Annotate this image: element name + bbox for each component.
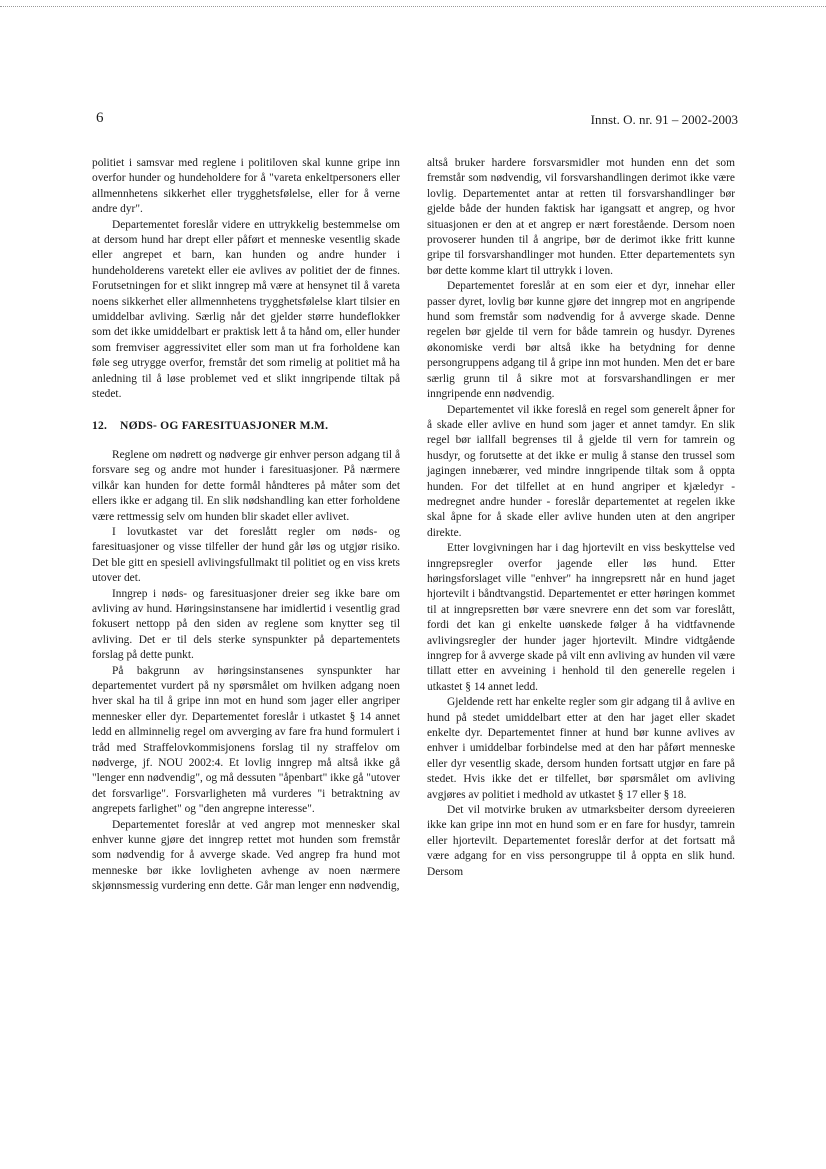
paragraph: altså bruker hardere forsvarsmidler mot hunden enn det som fremstår som nødvendig, vil forsvarshandlingen derimot ikke være lovlig. Departementet antar at retten til forsvarshandlinger bør gjelde både der hunden faktisk har igangsatt et angrep, og hvor situasjonen er den at et angrep er nært forestående. Dersom noen provoserer hunden til å angripe, bør de derimot ikke fritt kunne gripe til forsvarshandlinger mot hunden. Etter departementets syn bør dette komme klart til uttrykk i loven. — [427, 157, 735, 277]
top-border-rule — [0, 6, 826, 7]
paragraph: politiet i samsvar med reglene i politiloven skal kunne gripe inn overfor hunder og hundeholdere for å "vareta enkeltpersoners eller allmennhetens sikkerhet eller trygghetsfølelse, eller for å verne andre dyr". — [92, 157, 400, 216]
left-column — [92, 156, 400, 895]
paragraph: Etter lovgivningen har i dag hjortevilt en viss beskyttelse ved inngrepsregler overfor jagende eller løs hund. Etter høringsforslaget ville "enhver" ha inngrepsrett når en hund jaget hjortevilt i båndtvangstid. Departementet er etter høringen kommet til at inngrepsretten bør være snevrere enn det som var foreslått, fordi det kan gi enkelte uønskede følger å ha vidtfavnende avlivingsregler der hunder jager hjortevilt. Mindre vidtgående inngrep for å avverge skade på vilt enn avliving av hunden vil være tillatt etter en avveining i henhold til den generelle regelen i utkastet § 14 annet ledd. — [427, 542, 735, 693]
section-number: 12. — [92, 418, 108, 432]
paragraph: På bakgrunn av høringsinstansenes synspunkter har departementet vurdert på ny spørsmålet om hvilken adgang noen hver skal ha til å gripe inn mot en hund som jager eller angriper mennesker eller dyr. Departementet foreslår i utkastet § 14 annet ledd en allminnelig regel om avverging av fare fra hund formulert i tråd med Straffelovkommisjonens forslag til ny straffelov om nødverge, jf. NOU 2002:4. Et lovlig inngrep må altså ikke gå "lenger enn nødvendig", og må dessuten "åpenbart" ikke gå "utover det forsvarlige". Forsvarligheten må vurderes "i betraktning av angrepets farlighet" og "den angrepne interesse". — [92, 664, 400, 816]
page-number: 6 — [96, 110, 104, 126]
paragraph: Inngrep i nøds- og faresituasjoner dreier seg ikke bare om avliving av hund. Høringsinstansene har imidlertid i vesentlig grad fokusert nettopp på den siden av reglene som knytter seg til avliving. Det er til dels sterke synspunkter på departementets forslag på dette punkt. — [92, 587, 400, 662]
paragraph: Reglene om nødrett og nødverge gir enhver person adgang til å forsvare seg og andre mot hunder i faresituasjoner. På nærmere vilkår kan hunden for dette formål håndteres på måter som det ellers ikke er adgang til. En slik nødshandling kan etter forholdene være rettmessig selv om hunden blir skadet eller avlivet. — [92, 448, 400, 523]
running-head: Innst. O. nr. 91 – 2002-2003 — [590, 112, 738, 127]
section-heading — [92, 418, 400, 433]
paragraph: Departementet vil ikke foreslå en regel som generelt åpner for å skade eller avlive en hund som jager et annet tamdyr. En slik regel bør iallfall begrenses til å gjelde til vern for tamrein og husdyr, og forutsette at det ikke er mulig å stanse den trussel som jagingen innebærer, ved mindre inngripende tiltak som å oppta hunden. For det tilfellet at en hund angriper et kjæledyr - medregnet andre hunder - foreslår departementet at regelen ikke skal åpne for å skade eller avlive hunden uten at den angriper direkte. — [427, 403, 735, 539]
paragraph: Gjeldende rett har enkelte regler som gir adgang til å avlive en hund på stedet umiddelbart etter at den har jaget eller skadet enkelte dyr. Departementet finner at hund bør kunne avlives av enhver i umiddelbar forbindelse med at den har påført menneske eller dyr vesentlig skade, dersom hunden fortsatt utgjør en fare på stedet. Hvis ikke det er tilfellet, bør spørsmålet om avliving avgjøres av politiet i medhold av utkastet § 17 eller § 18. — [427, 696, 735, 801]
right-column — [427, 156, 735, 880]
paragraph: I lovutkastet var det foreslått regler om nøds- og faresituasjoner og visse tilfeller der hund går løs og utgjør risiko. Det ble gitt en spesiell avlivingsfullmakt til politiet og en viss krets utover det. — [92, 525, 400, 585]
paragraph: Departementet foreslår videre en uttrykkelig bestemmelse om at dersom hund har drept eller påført et menneske vesentlig skade eller angrepet et barn, kan hunden og andre hunder i hundeholderens varetekt eller eie avlives av politiet der de finnes. Forutsetningen for et slikt inngrep må være at hensynet til å vareta noens sikkerhet eller allmennhetens trygghetsfølelse klart tilsier en umiddelbar avliving. Særlig når det gjelder større hundeflokker som det ikke umiddelbart er praktisk lett å ta hånd om, eller hunder som fremviser aggressivitet eller som man ut fra forholdene kan føle seg utrygge overfor, fremstår det som rimelig at politiet må ha anledning til å løse problemet ved et slikt inngripende tiltak på stedet. — [92, 218, 400, 401]
paragraph: Departementet foreslår at en som eier et dyr, innehar eller passer dyret, lovlig bør kunne gjøre det inngrep mot en angripende hund som fremstår som nødvendig for å avverge skade. Denne regelen bør gjelde til vern for både tamrein og husdyr. Dyrenes økonomiske verdi bør altså ikke ha betydning for denne persongruppens adgang til å gripe inn mot hunden. Men det er bare særlig grunn til å sikre mot at forsvarshandlingen er mer inngripende enn nødvendig. — [427, 280, 735, 401]
paragraph: Departementet foreslår at ved angrep mot mennesker skal enhver kunne gjøre det inngrep rettet mot hunden som fremstår som nødvendig for å avverge skade. Ved angrep fra hund mot menneske bør ikke lovligheten avhenge av noen nærmere skjønnsmessig vurdering enn dette. Går man lenger enn nødvendig, — [92, 818, 400, 893]
section-title: NØDS- OG FARESITUASJONER M.M. — [120, 418, 329, 432]
paragraph: Det vil motvirke bruken av utmarksbeiter dersom dyreeieren ikke kan gripe inn mot en hund som er en fare for husdyr, tamrein eller hjortevilt. Departementet foreslår derfor at det fortsatt må være adgang for en viss persongruppe til å oppta en slik hund. Dersom — [427, 804, 735, 878]
